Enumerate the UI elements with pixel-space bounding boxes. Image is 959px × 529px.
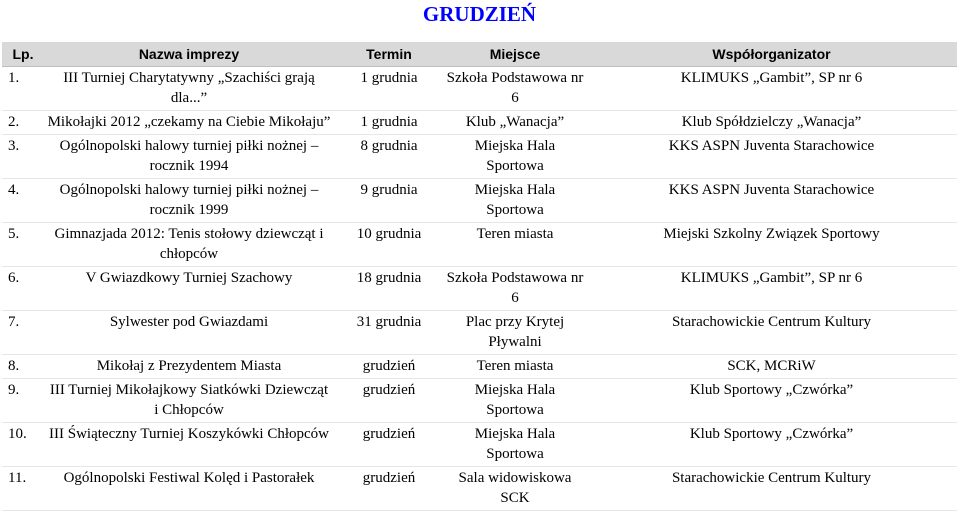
cell-organizer: Starachowickie Centrum Kultury bbox=[586, 311, 957, 355]
cell-term: grudzień bbox=[334, 355, 444, 379]
header-organizer: Współorganizator bbox=[586, 42, 957, 67]
cell-name: V Gwiazdkowy Turniej Szachowy bbox=[44, 267, 334, 311]
cell-organizer: Klub Sportowy „Czwórka” bbox=[586, 423, 957, 467]
cell-term: 10 grudnia bbox=[334, 223, 444, 267]
table-row bbox=[2, 111, 957, 135]
header-name: Nazwa imprezy bbox=[44, 42, 334, 67]
cell-place: Miejska Hala Sportowa bbox=[444, 423, 586, 467]
cell-term: 31 grudnia bbox=[334, 311, 444, 355]
cell-name: III Turniej Charytatywny „Szachiści grają dla...” bbox=[44, 67, 334, 111]
header-lp: Lp. bbox=[2, 42, 44, 67]
cell-lp: 10. bbox=[2, 423, 44, 467]
table-row bbox=[2, 67, 957, 111]
cell-term: grudzień bbox=[334, 467, 444, 511]
cell-organizer: KKS ASPN Juventa Starachowice bbox=[586, 135, 957, 179]
cell-term: 8 grudnia bbox=[334, 135, 444, 179]
cell-term: 9 grudnia bbox=[334, 179, 444, 223]
cell-name: III Świąteczny Turniej Koszykówki Chłopców bbox=[44, 423, 334, 467]
cell-name: Gimnazjada 2012: Tenis stołowy dziewcząt i chłopców bbox=[44, 223, 334, 267]
cell-place: Teren miasta bbox=[444, 355, 586, 379]
cell-term: 18 grudnia bbox=[334, 267, 444, 311]
cell-place: Miejska Hala Sportowa bbox=[444, 179, 586, 223]
table-row bbox=[2, 135, 957, 179]
cell-lp: 3. bbox=[2, 135, 44, 179]
header-place: Miejsce bbox=[444, 42, 586, 67]
table-row bbox=[2, 311, 957, 355]
cell-lp: 4. bbox=[2, 179, 44, 223]
table-row bbox=[2, 267, 957, 311]
cell-place: Teren miasta bbox=[444, 223, 586, 267]
cell-term: 1 grudnia bbox=[334, 67, 444, 111]
cell-lp: 11. bbox=[2, 467, 44, 511]
cell-lp: 1. bbox=[2, 67, 44, 111]
cell-organizer: Miejski Szkolny Związek Sportowy bbox=[586, 223, 957, 267]
cell-organizer: KKS ASPN Juventa Starachowice bbox=[586, 179, 957, 223]
cell-organizer: SCK, MCRiW bbox=[586, 355, 957, 379]
cell-name: Mikołaj z Prezydentem Miasta bbox=[44, 355, 334, 379]
cell-place: Szkoła Podstawowa nr 6 bbox=[444, 67, 586, 111]
cell-lp: 7. bbox=[2, 311, 44, 355]
cell-term: grudzień bbox=[334, 379, 444, 423]
page-title: GRUDZIEŃ bbox=[422, 2, 537, 26]
table-header-row bbox=[2, 42, 957, 67]
cell-place: Miejska Hala Sportowa bbox=[444, 135, 586, 179]
cell-name: Ogólnopolski halowy turniej piłki nożnej – rocznik 1999 bbox=[44, 179, 334, 223]
table-row bbox=[2, 467, 957, 511]
cell-place: Szkoła Podstawowa nr 6 bbox=[444, 267, 586, 311]
cell-lp: 2. bbox=[2, 111, 44, 135]
cell-organizer: Klub Sportowy „Czwórka” bbox=[586, 379, 957, 423]
cell-place: Sala widowiskowa SCK bbox=[444, 467, 586, 511]
table-row bbox=[2, 423, 957, 467]
cell-name: Ogólnopolski Festiwal Kolęd i Pastorałek bbox=[44, 467, 334, 511]
cell-name: Sylwester pod Gwiazdami bbox=[44, 311, 334, 355]
cell-place: Klub „Wanacja” bbox=[444, 111, 586, 135]
cell-term: grudzień bbox=[334, 423, 444, 467]
cell-lp: 8. bbox=[2, 355, 44, 379]
cell-name: III Turniej Mikołajkowy Siatkówki Dziewcząt i Chłopców bbox=[44, 379, 334, 423]
cell-name: Ogólnopolski halowy turniej piłki nożnej – rocznik 1994 bbox=[44, 135, 334, 179]
cell-place: Plac przy Krytej Pływalni bbox=[444, 311, 586, 355]
table-row bbox=[2, 355, 957, 379]
table-row bbox=[2, 179, 957, 223]
header-term: Termin bbox=[334, 42, 444, 67]
cell-lp: 6. bbox=[2, 267, 44, 311]
cell-organizer: KLIMUKS „Gambit”, SP nr 6 bbox=[586, 267, 957, 311]
cell-organizer: Starachowickie Centrum Kultury bbox=[586, 467, 957, 511]
cell-organizer: Klub Spółdzielczy „Wanacja” bbox=[586, 111, 957, 135]
cell-term: 1 grudnia bbox=[334, 111, 444, 135]
cell-place: Miejska Hala Sportowa bbox=[444, 379, 586, 423]
cell-name: Mikołajki 2012 „czekamy na Ciebie Mikołaju” bbox=[44, 111, 334, 135]
table-row bbox=[2, 223, 957, 267]
events-table bbox=[2, 42, 957, 511]
cell-lp: 9. bbox=[2, 379, 44, 423]
cell-organizer: KLIMUKS „Gambit”, SP nr 6 bbox=[586, 67, 957, 111]
cell-lp: 5. bbox=[2, 223, 44, 267]
table-row bbox=[2, 379, 957, 423]
